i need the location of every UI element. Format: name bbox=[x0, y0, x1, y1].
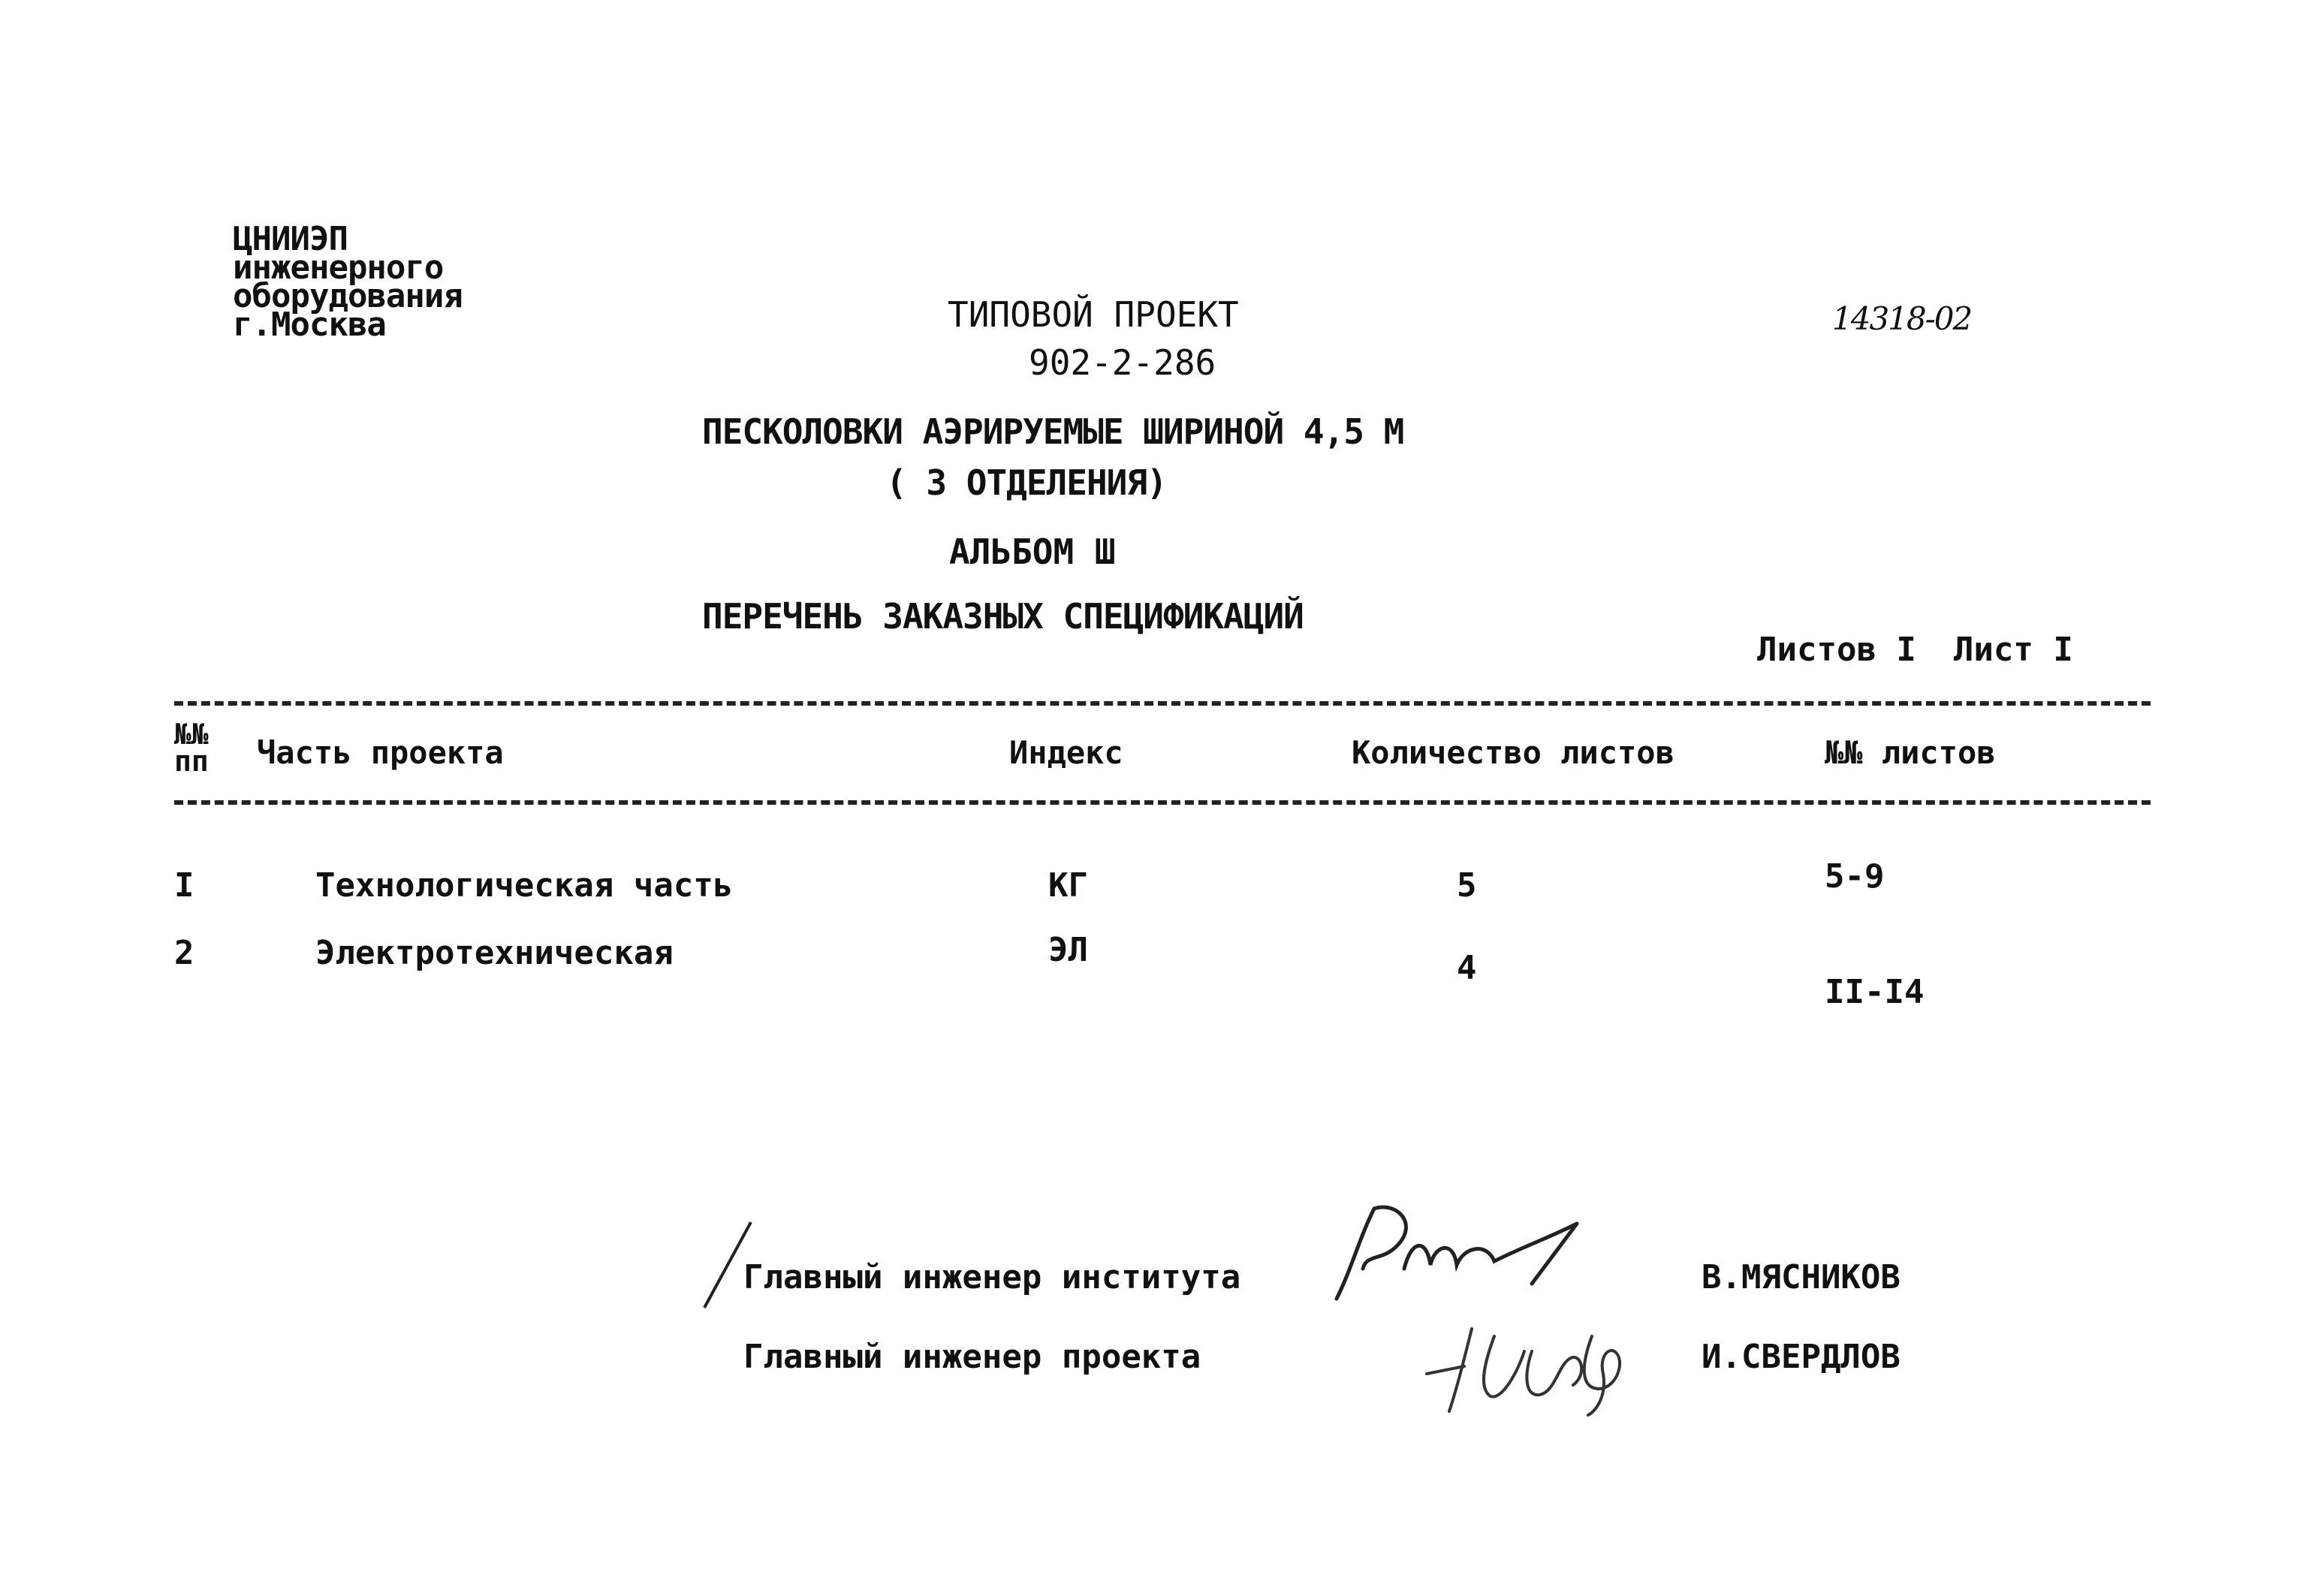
signature-role-2: Главный инженер проекта bbox=[743, 1338, 1201, 1376]
row2-index: ЭЛ bbox=[1048, 931, 1088, 969]
row2-sheet-numbers: II-I4 bbox=[1825, 973, 1925, 1011]
organization-block bbox=[233, 220, 463, 344]
header-num bbox=[174, 718, 209, 778]
row2-count: 4 bbox=[1457, 949, 1477, 987]
project-number: 902-2-286 bbox=[1029, 342, 1216, 383]
row1-num: I bbox=[174, 866, 194, 905]
project-title: ПЕСКОЛОВКИ АЭРИРУЕМЫЕ ШИРИНОЙ 4,5 М bbox=[702, 411, 1404, 452]
album-label: АЛЬБОМ Ш bbox=[949, 531, 1116, 572]
row1-sheet-numbers: 5-9 bbox=[1825, 857, 1885, 896]
signature-2 bbox=[1419, 1306, 1674, 1419]
header-part: Часть проекта bbox=[257, 734, 504, 771]
org-name: ЦНИИЭП bbox=[233, 220, 348, 258]
header-num-line1: №№ bbox=[174, 718, 209, 751]
header-index: Индекс bbox=[1009, 734, 1123, 771]
sheet-number: Лист I bbox=[1953, 631, 2073, 669]
table-header-rule bbox=[174, 800, 2151, 805]
signature-role-1: Главный инженер института bbox=[743, 1258, 1241, 1296]
row1-index: КГ bbox=[1048, 866, 1088, 905]
sheets-total: Листов I bbox=[1757, 631, 1916, 669]
title-type: ТИПОВОЙ ПРОЕКТ bbox=[948, 294, 1239, 335]
row1-part: Технологическая часть bbox=[315, 866, 734, 905]
row1-count: 5 bbox=[1457, 866, 1477, 905]
document-code: 14318-02 bbox=[1832, 300, 1972, 337]
header-count: Количество листов bbox=[1352, 734, 1674, 771]
project-subtitle: ( 3 ОТДЕЛЕНИЯ) bbox=[886, 462, 1167, 503]
signature-name-1: В.МЯСНИКОВ bbox=[1702, 1258, 1901, 1296]
table-top-rule bbox=[174, 701, 2151, 706]
row2-num: 2 bbox=[174, 934, 194, 972]
org-line2: инженерного bbox=[233, 248, 444, 287]
row2-part: Электротехническая bbox=[315, 934, 674, 972]
signature-name-2: И.СВЕРДЛОВ bbox=[1702, 1338, 1901, 1376]
header-num-line2: пп bbox=[174, 745, 209, 778]
header-sheet-numbers: №№ листов bbox=[1825, 734, 1996, 771]
org-city: г.Москва bbox=[233, 306, 386, 344]
sheet-info bbox=[1757, 631, 2073, 669]
list-title: ПЕРЕЧЕНЬ ЗАКАЗНЫХ СПЕЦИФИКАЦИЙ bbox=[702, 596, 1304, 637]
signature-1 bbox=[1329, 1194, 1614, 1306]
org-line3: оборудования bbox=[233, 277, 463, 315]
